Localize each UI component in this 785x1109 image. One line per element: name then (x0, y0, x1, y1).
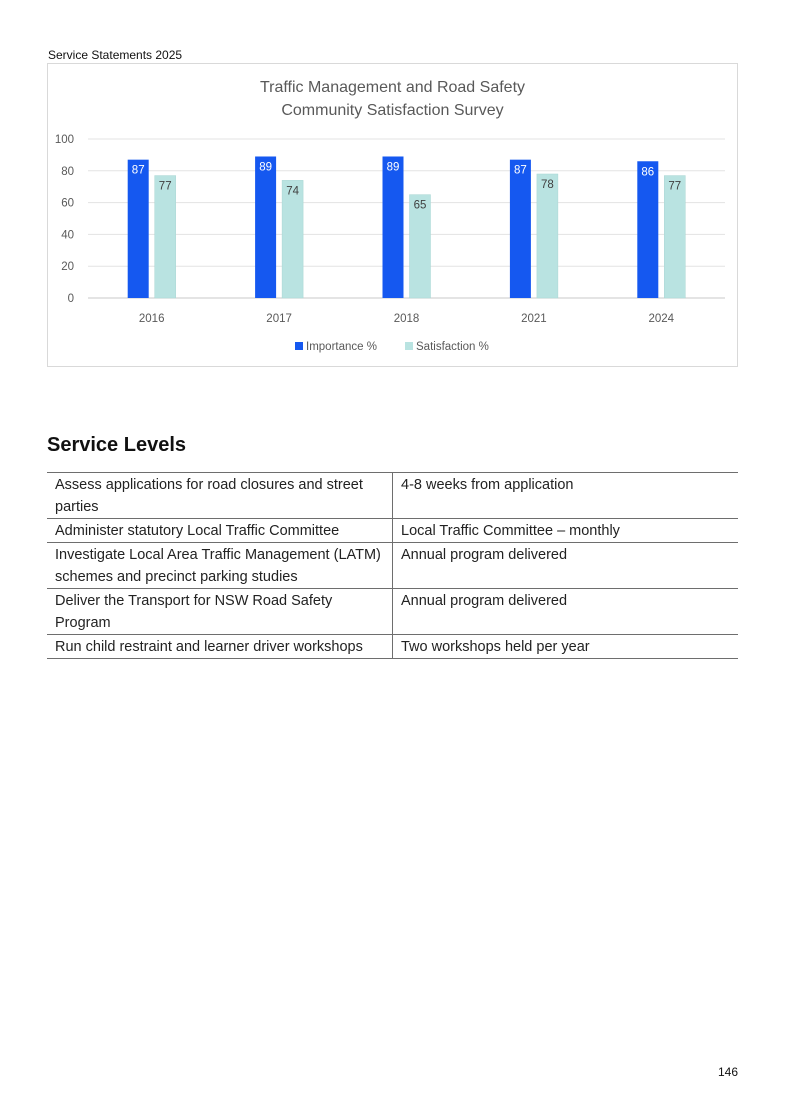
data-label: 77 (668, 180, 682, 193)
data-label: 78 (541, 178, 554, 191)
legend-satisfaction-swatch (405, 342, 413, 350)
table-row (47, 519, 738, 543)
satisfaction-bar (537, 174, 558, 298)
activity-cell: Deliver the Transport for NSW Road Safety Program (47, 589, 393, 635)
chart-title-line-2: Community Satisfaction Survey (281, 102, 504, 119)
table-row (47, 589, 738, 635)
importance-bar (255, 156, 276, 298)
satisfaction-bar (664, 176, 685, 298)
y-tick-label: 80 (61, 165, 74, 178)
target-cell: Annual program delivered (393, 589, 739, 635)
chart-title-line-1: Traffic Management and Road Safety (259, 79, 526, 96)
x-tick-label: 2018 (393, 313, 420, 325)
importance-bar (510, 160, 531, 298)
y-tick-label: 20 (61, 261, 74, 274)
data-label: 77 (158, 180, 172, 193)
data-label: 89 (386, 161, 400, 174)
satisfaction-chart (47, 63, 738, 367)
table-row (47, 543, 738, 589)
satisfaction-bar (282, 180, 303, 298)
legend-importance-swatch (295, 342, 303, 350)
x-tick-label: 2024 (648, 313, 675, 325)
target-cell: Annual program delivered (393, 543, 739, 589)
data-label: 87 (514, 164, 527, 177)
data-label: 87 (131, 164, 145, 177)
y-tick-label: 0 (67, 293, 74, 305)
table-row (47, 473, 738, 519)
service-levels-title: Service Levels (47, 434, 186, 456)
chart-canvas (48, 64, 739, 368)
x-tick-label: 2021 (521, 313, 547, 325)
activity-cell: Administer statutory Local Traffic Committee (47, 519, 393, 543)
data-label: 86 (641, 166, 655, 179)
legend-satisfaction-label: Satisfaction % (416, 341, 489, 353)
table-row (47, 635, 738, 659)
page-number: 146 (717, 1065, 738, 1079)
data-label: 65 (413, 199, 427, 212)
importance-bar (637, 161, 658, 298)
activity-cell: Run child restraint and learner driver workshops (47, 635, 393, 659)
target-cell: Two workshops held per year (393, 635, 739, 659)
y-tick-label: 40 (61, 229, 74, 242)
data-label: 74 (286, 185, 299, 198)
satisfaction-bar (155, 176, 176, 298)
service-levels-table (47, 472, 738, 659)
x-tick-label: 2017 (266, 313, 292, 325)
y-tick-label: 100 (54, 134, 74, 146)
x-tick-label: 2016 (138, 313, 165, 325)
legend-importance-label: Importance % (306, 341, 377, 353)
page-header: Service Statements 2025 (48, 48, 183, 62)
activity-cell: Assess applications for road closures and street parties (47, 473, 393, 519)
importance-bar (383, 156, 404, 298)
target-cell: Local Traffic Committee – monthly (393, 519, 739, 543)
target-cell: 4-8 weeks from application (393, 473, 739, 519)
data-label: 89 (259, 161, 272, 174)
activity-cell: Investigate Local Area Traffic Management (LATM) schemes and precinct parking studies (47, 543, 393, 589)
y-tick-label: 60 (61, 197, 74, 210)
importance-bar (128, 160, 149, 298)
